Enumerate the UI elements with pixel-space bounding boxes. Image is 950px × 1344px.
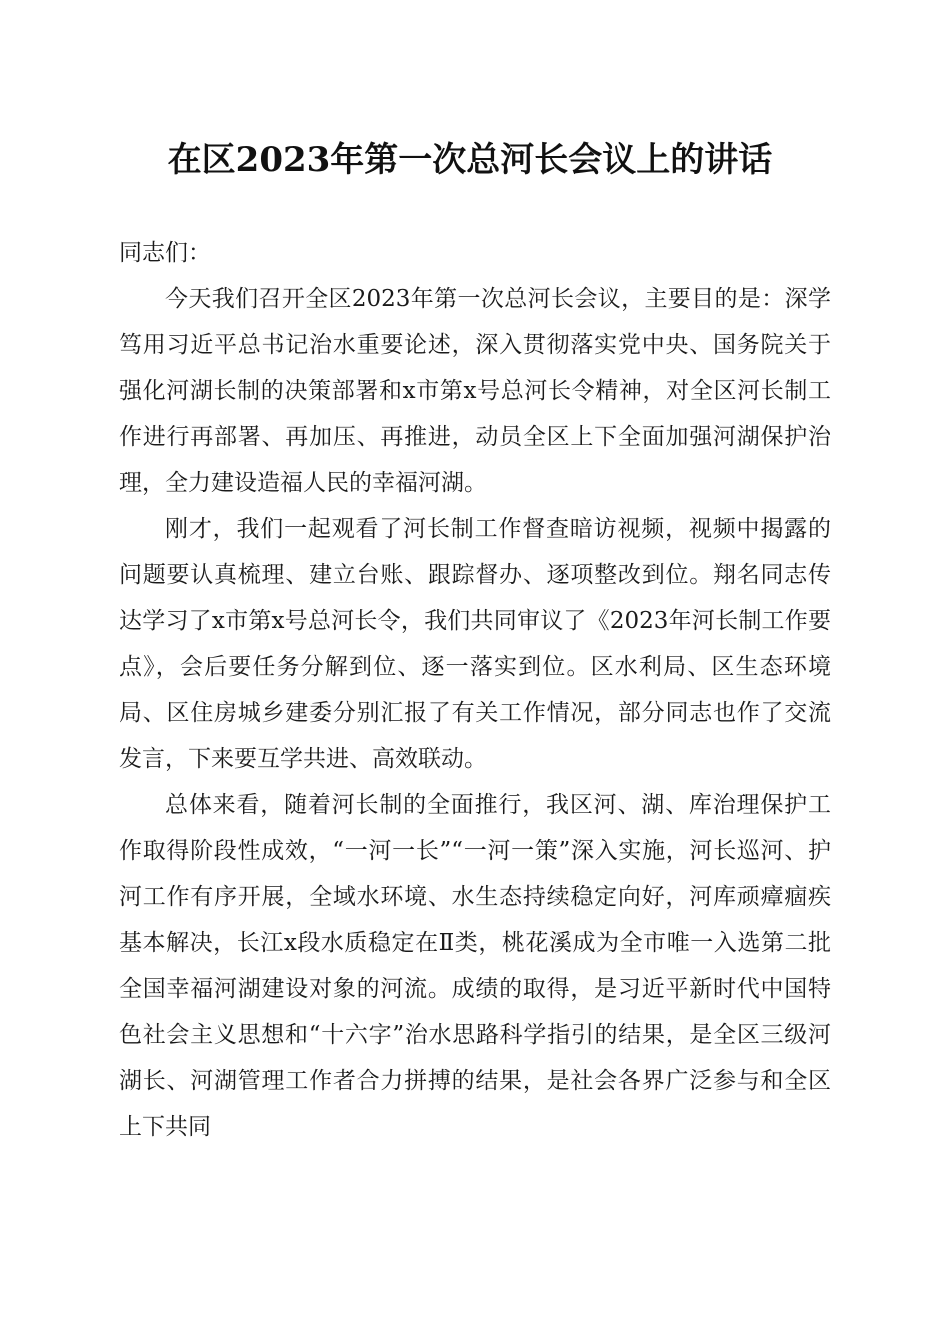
greeting-line: 同志们： bbox=[119, 240, 211, 266]
document-body bbox=[119, 230, 831, 1150]
document-title: 在区2023年第一次总河长会议上的讲话 bbox=[167, 140, 773, 180]
paragraph-1: 今天我们召开全区2023年第一次总河长会议，主要目的是：深学笃用习近平总书记治水重要论述，深入贯彻落实党中央、国务院关于强化河湖长制的决策部署和x市第x号总河长令精神，对全区河长制工作进行再部署、再加压、再推进，动员全区上下全面加强河湖保护治理，全力建设造福人民的幸福河湖。 bbox=[119, 286, 831, 496]
paragraph-3: 总体来看，随着河长制的全面推行，我区河、湖、库治理保护工作取得阶段性成效，“一河一长”“一河一策”深入实施，河长巡河、护河工作有序开展，全域水环境、水生态持续稳定向好，河库顽瘴痼疾基本解决，长江x段水质稳定在Ⅱ类，桃花溪成为全市唯一入选第二批全国幸福河湖建设对象的河流。成绩的取得，是习近平新时代中国特色社会主义思想和“十六字”治水思路科学指引的结果，是全区三级河湖长、河湖管理工作者合力拼搏的结果，是社会各界广泛参与和全区上下共同 bbox=[119, 792, 831, 1140]
paragraph-2: 刚才，我们一起观看了河长制工作督查暗访视频，视频中揭露的问题要认真梳理、建立台账、跟踪督办、逐项整改到位。翔名同志传达学习了x市第x号总河长令，我们共同审议了《2023年河长制工作要点》，会后要任务分解到位、逐一落实到位。区水利局、区生态环境局、区住房城乡建委分别汇报了有关工作情况，部分同志也作了交流发言，下来要互学共进、高效联动。 bbox=[119, 516, 831, 772]
